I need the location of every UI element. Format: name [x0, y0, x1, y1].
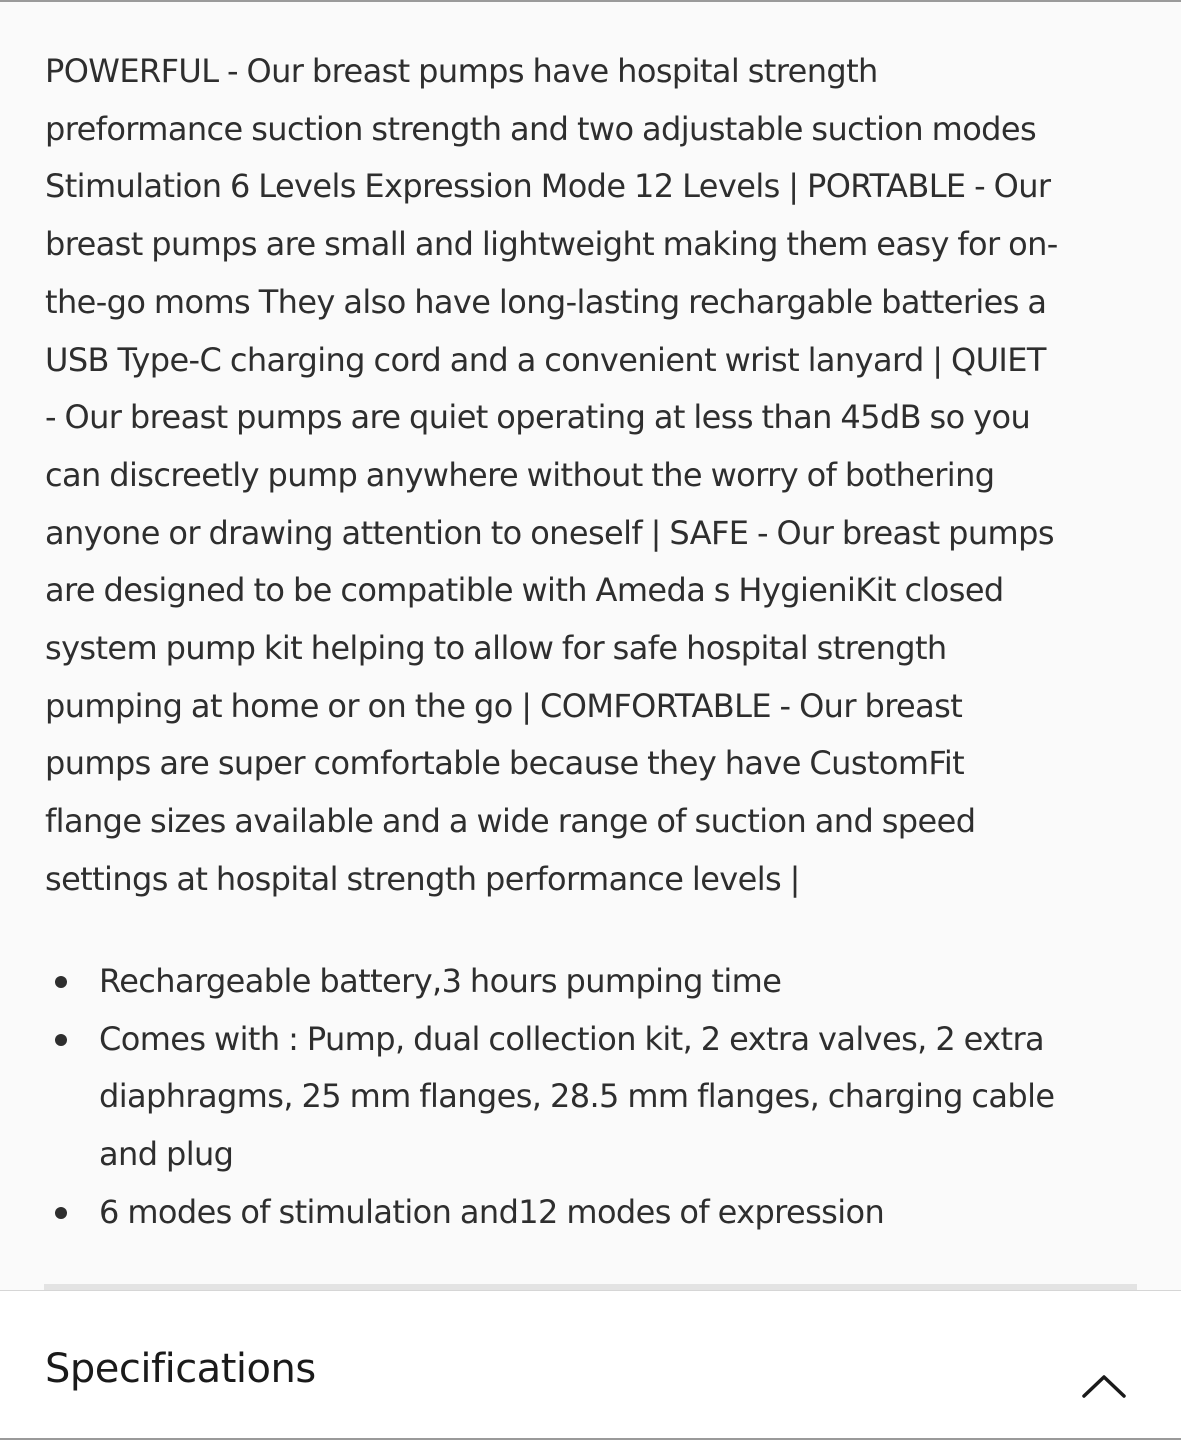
list-item — [45, 1184, 1145, 1242]
feature-text: Comes with : Pump, dual collection kit, 2 extra valves, 2 extra — [99, 1019, 1045, 1058]
description-line: settings at hospital strength performance levels | — [45, 859, 800, 898]
feature-text: Rechargeable battery,3 hours pumping time — [99, 962, 782, 1000]
bullet-icon — [55, 1034, 67, 1046]
feature-text: diaphragms, 25 mm flanges, 28.5 mm flanges, charging cable — [99, 1077, 1055, 1116]
description-line: the-go moms They also have long-lasting rechargable batteries a — [45, 282, 1047, 321]
specifications-accordion-header[interactable] — [0, 1291, 1181, 1440]
feature-list — [45, 953, 1145, 1242]
description-line: preformance suction strength and two adjustable suction modes — [45, 109, 1037, 148]
description-line: Stimulation 6 Levels Expression Mode 12 Levels | PORTABLE - Our — [45, 167, 1051, 206]
specifications-title: Specifications — [45, 1346, 316, 1392]
description-line: anyone or drawing attention to oneself | SAFE - Our breast pumps — [45, 513, 1054, 552]
bullet-icon — [55, 1207, 67, 1219]
description-line: are designed to be compatible with Ameda s HygieniKit closed — [45, 571, 1004, 610]
description-line: system pump kit helping to allow for safe hospital strength — [45, 629, 947, 668]
description-line: pumping at home or on the go | COMFORTABLE - Our breast — [45, 686, 963, 725]
feature-text: 6 modes of stimulation and12 modes of expression — [99, 1192, 885, 1231]
product-details-panel — [0, 2, 1181, 1290]
description-line: USB Type-C charging cord and a convenient wrist lanyard | QUIET — [45, 340, 1046, 379]
chevron-up-icon[interactable] — [1081, 1373, 1127, 1399]
description-line: - Our breast pumps are quiet operating at less than 45dB so you — [45, 398, 1031, 437]
bullet-icon — [55, 976, 67, 988]
list-item — [45, 953, 1145, 1011]
description-line: can discreetly pump anywhere without the worry of bothering — [45, 455, 995, 494]
feature-text: and plug — [99, 1135, 234, 1174]
product-description — [45, 43, 1145, 909]
description-line: POWERFUL - Our breast pumps have hospital strength — [45, 52, 878, 90]
description-line: pumps are super comfortable because they have CustomFit — [45, 744, 965, 783]
description-line: breast pumps are small and lightweight making them easy for on- — [45, 225, 1058, 264]
list-item — [45, 1011, 1145, 1184]
description-line: flange sizes available and a wide range of suction and speed — [45, 802, 976, 841]
